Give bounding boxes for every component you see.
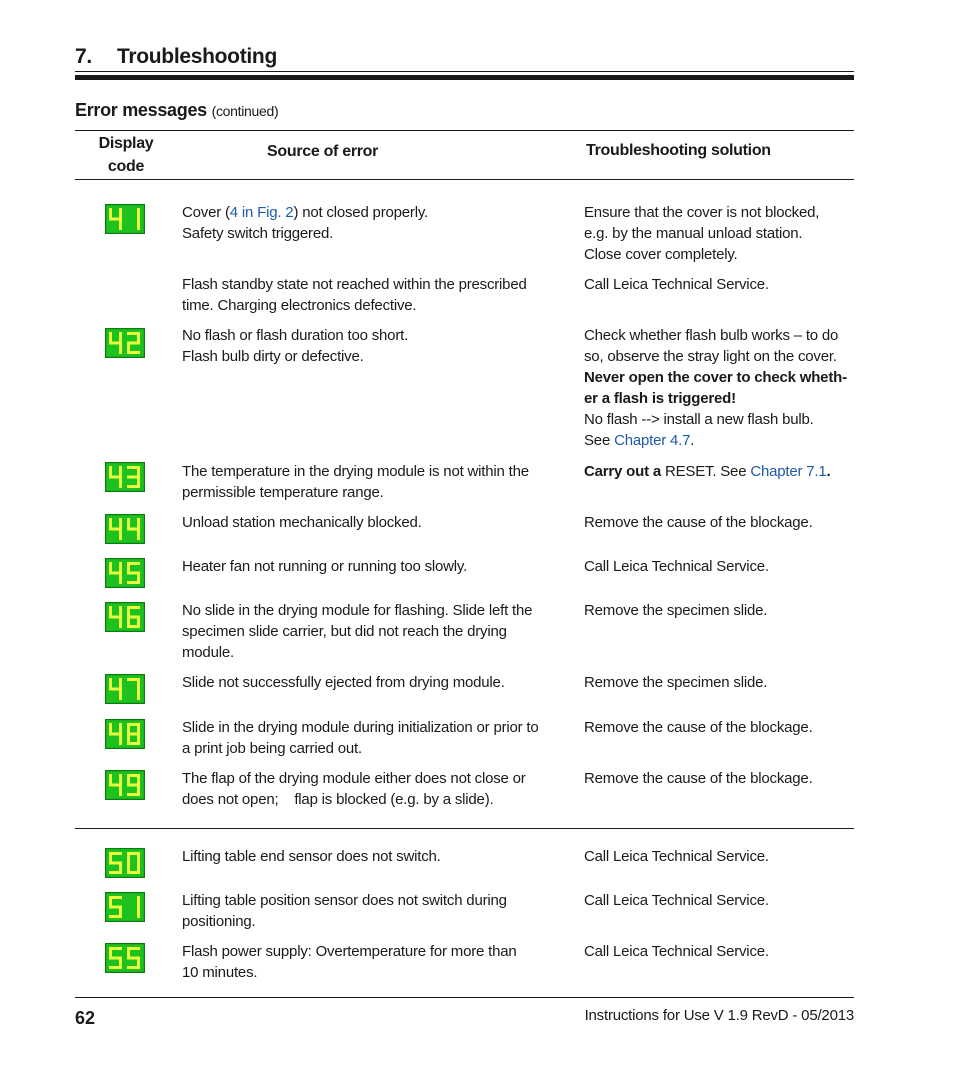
display-code-51	[105, 892, 145, 922]
display-segment	[119, 617, 122, 628]
header-rule-thin	[75, 71, 854, 72]
display-code-45	[105, 558, 145, 588]
troubleshooting-solution: Check whether flash bulb works – to do so, observe the stray light on the cover. Never open the cover to check wheth- er a flash is triggered! No flash --> install a new flash bulb. See Chapter 4.7.	[584, 325, 856, 451]
display-segment	[119, 562, 122, 573]
display-segment	[119, 529, 122, 540]
section-title	[75, 100, 278, 121]
display-segment	[109, 466, 112, 477]
display-code-44	[105, 514, 145, 544]
source-of-error: Lifting table position sensor does not switch during positioning.	[182, 892, 507, 930]
display-segment	[127, 793, 140, 796]
display-segment	[119, 518, 122, 529]
troubleshooting-solution: Call Leica Technical Service.	[584, 892, 769, 909]
source-of-error: Lifting table end sensor does not switch.	[182, 848, 441, 865]
footer-rule	[75, 997, 854, 998]
troubleshooting-solution: Remove the specimen slide.	[584, 602, 768, 619]
display-code-42	[105, 328, 145, 358]
display-segment	[119, 678, 122, 689]
display-segment	[137, 678, 140, 689]
display-segment	[127, 784, 140, 787]
group-divider	[75, 828, 854, 829]
display-segment	[109, 896, 112, 907]
display-segment	[127, 723, 130, 734]
display-segment	[127, 562, 130, 573]
display-segment	[119, 734, 122, 745]
display-segment	[127, 485, 140, 488]
display-segment	[127, 852, 130, 863]
troubleshooting-solution: Call Leica Technical Service.	[584, 943, 769, 960]
display-segment	[109, 966, 122, 969]
column-header-code-line2: code	[107, 158, 145, 175]
display-segment	[137, 689, 140, 700]
troubleshooting-solution: Call Leica Technical Service.	[584, 276, 769, 293]
display-segment	[127, 774, 130, 785]
display-code-50	[105, 848, 145, 878]
chapter-title: Troubleshooting	[117, 45, 277, 68]
source-of-error: Cover (4 in Fig. 2) not closed properly. Safety switch triggered.	[182, 204, 429, 242]
display-code-41	[105, 204, 145, 234]
display-segment	[119, 723, 122, 734]
chapter-heading	[75, 45, 277, 69]
display-segment	[127, 734, 130, 745]
display-segment	[109, 562, 112, 573]
header-rule-thick	[75, 75, 854, 80]
troubleshooting-solution: Remove the cause of the blockage.	[584, 770, 813, 787]
display-segment	[119, 466, 122, 477]
display-segment	[109, 518, 112, 529]
display-segment	[127, 863, 130, 874]
display-segment	[137, 852, 140, 863]
column-header-code-line1: Display	[98, 135, 154, 152]
warning-text: Never open the cover to check wheth-	[584, 369, 847, 386]
source-of-error: The flap of the drying module either does not close or does not open; flap is blocked (e.g. by a slide).	[182, 770, 526, 808]
display-segment	[127, 518, 130, 529]
column-header-solution: Troubleshooting solution	[586, 142, 771, 159]
display-segment	[137, 774, 140, 785]
source-of-error: Slide in the drying module during initialization or prior to a print job being carried out.	[182, 719, 539, 757]
display-segment	[119, 477, 122, 488]
warning-text: er a flash is triggered!	[584, 390, 736, 407]
troubleshooting-solution: Carry out a RESET. See Chapter 7.1.	[584, 463, 831, 480]
column-header-display-code	[90, 132, 162, 178]
section-continued: (continued)	[211, 103, 279, 119]
display-segment	[119, 606, 122, 617]
troubleshooting-solution: Ensure that the cover is not blocked, e.g. by the manual unload station. Close cover completely.	[584, 204, 820, 263]
display-segment	[137, 529, 140, 540]
display-segment	[119, 219, 122, 230]
source-of-error: Flash standby state not reached within the prescribed time. Charging electronics defective.	[182, 276, 527, 314]
display-segment	[119, 208, 122, 219]
display-segment	[109, 723, 112, 734]
display-segment	[127, 581, 140, 584]
source-of-error: No slide in the drying module for flashing. Slide left the specimen slide carrier, but did not reach the drying module.	[182, 602, 533, 661]
figure-link[interactable]: 4 in Fig. 2	[229, 204, 294, 221]
display-segment	[109, 678, 112, 689]
chapter-number: 7.	[75, 45, 92, 68]
display-segment	[137, 208, 140, 219]
source-of-error: The temperature in the drying module is not within the permissible temperature range.	[182, 463, 529, 501]
document-info: Instructions for Use V 1.9 RevD - 05/2013	[584, 1007, 854, 1024]
source-of-error: Flash power supply: Overtemperature for more than 10 minutes.	[182, 943, 517, 981]
display-segment	[109, 332, 112, 343]
display-code-43	[105, 462, 145, 492]
troubleshooting-solution: Call Leica Technical Service.	[584, 848, 769, 865]
display-segment	[137, 896, 140, 907]
display-segment	[109, 606, 112, 617]
display-segment	[137, 219, 140, 230]
display-segment	[109, 947, 112, 958]
section-title-text: Error messages	[75, 100, 207, 120]
display-segment	[109, 774, 112, 785]
display-segment	[137, 518, 140, 529]
display-code-48	[105, 719, 145, 749]
display-segment	[127, 606, 130, 617]
display-segment	[127, 947, 130, 958]
display-segment	[109, 915, 122, 918]
page-number: 62	[75, 1008, 96, 1028]
troubleshooting-solution: Call Leica Technical Service.	[584, 558, 769, 575]
display-segment	[137, 332, 140, 343]
troubleshooting-solution: Remove the cause of the blockage.	[584, 719, 813, 736]
display-segment	[137, 907, 140, 918]
display-segment	[119, 573, 122, 584]
display-segment	[127, 966, 140, 969]
troubleshooting-solution: Remove the cause of the blockage.	[584, 514, 813, 531]
source-of-error: Slide not successfully ejected from drying module.	[182, 674, 505, 691]
display-segment	[137, 617, 140, 628]
table-header-rule	[75, 179, 854, 180]
display-code-55	[105, 943, 145, 973]
display-segment	[119, 332, 122, 343]
display-code-49	[105, 770, 145, 800]
display-segment	[119, 689, 122, 700]
display-segment	[109, 852, 112, 863]
display-segment	[127, 733, 140, 736]
display-segment	[119, 343, 122, 354]
display-segment	[137, 466, 140, 477]
display-segment	[127, 351, 140, 354]
display-code-46	[105, 602, 145, 632]
display-segment	[119, 785, 122, 796]
display-segment	[119, 774, 122, 785]
source-of-error: Unload station mechanically blocked.	[182, 514, 422, 531]
display-segment	[137, 723, 140, 734]
troubleshooting-solution: Remove the specimen slide.	[584, 674, 768, 691]
source-of-error: Heater fan not running or running too slowly.	[182, 558, 468, 575]
display-code-47	[105, 674, 145, 704]
column-header-source: Source of error	[267, 143, 379, 160]
source-of-error: No flash or flash duration too short. Flash bulb dirty or defective.	[182, 327, 409, 365]
chapter-link[interactable]: Chapter 7.1	[750, 463, 827, 480]
chapter-link[interactable]: Chapter 4.7	[614, 432, 691, 449]
table-top-rule	[75, 130, 854, 131]
display-segment	[109, 871, 122, 874]
display-segment	[109, 208, 112, 219]
